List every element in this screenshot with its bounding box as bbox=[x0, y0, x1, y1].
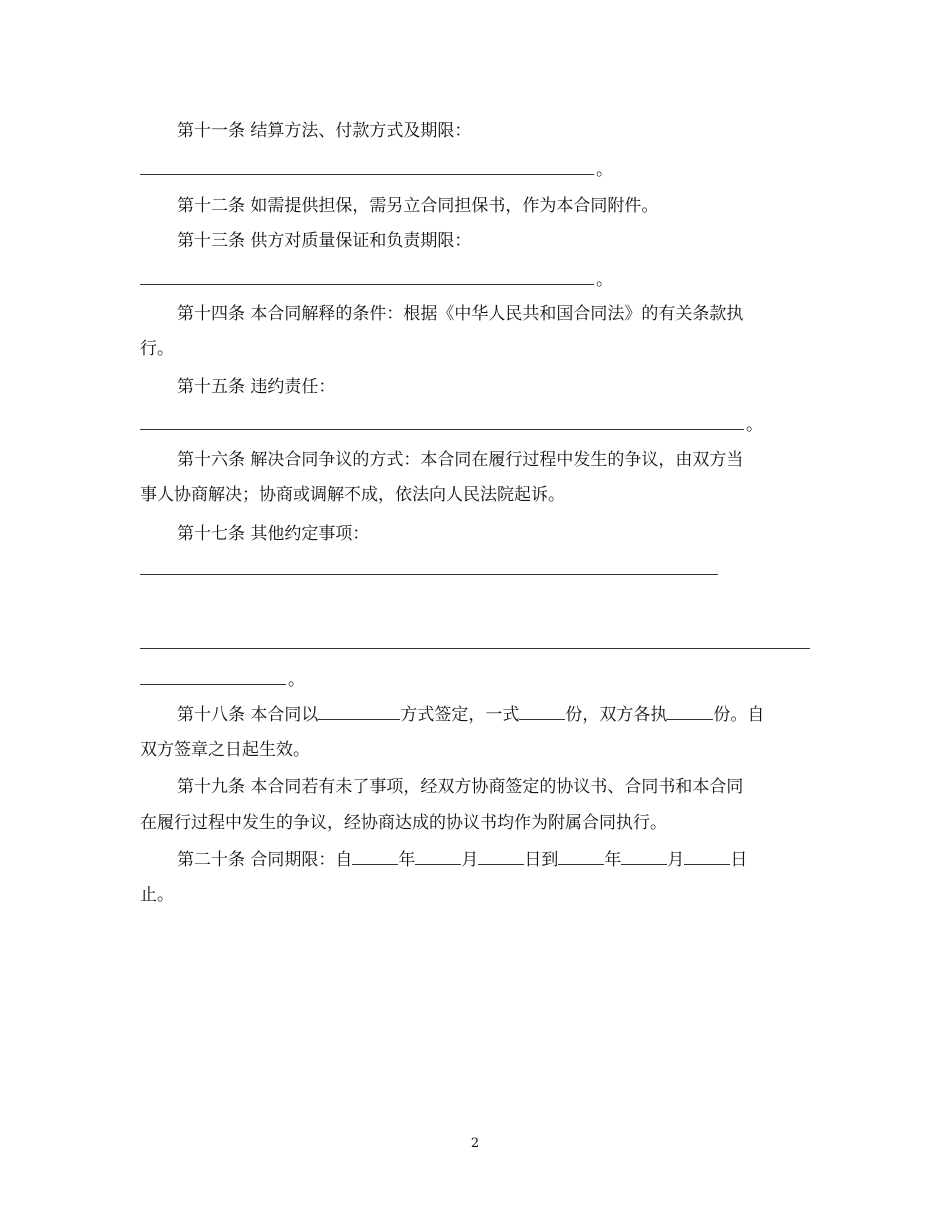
label-day-to: 日到 bbox=[524, 850, 559, 870]
article-12: 第十二条 如需提供担保，需另立合同担保书，作为本合同附件。 bbox=[177, 196, 659, 216]
article-18-line1 bbox=[140, 697, 815, 734]
article-19-line2: 在履行过程中发生的争议，经协商达成的协议书均作为附属合同执行。 bbox=[140, 813, 667, 833]
blank-each-copies bbox=[667, 703, 713, 720]
article-17: 第十七条 其他约定事项： bbox=[177, 524, 370, 544]
period-13: 。 bbox=[596, 270, 613, 290]
article-18-line2: 双方签章之日起生效。 bbox=[140, 740, 310, 760]
blank-start-year bbox=[352, 848, 398, 865]
period-15: 。 bbox=[746, 415, 763, 435]
article-20-text1: 第二十条 合同期限：自 bbox=[177, 850, 353, 870]
period-11: 。 bbox=[596, 160, 613, 180]
blank-line-15 bbox=[140, 429, 744, 430]
blank-line-17a bbox=[140, 574, 718, 575]
blank-method bbox=[318, 703, 400, 720]
article-16-line1: 第十六条 解决合同争议的方式：本合同在履行过程中发生的争议，由双方当 bbox=[177, 450, 744, 470]
blank-line-17b bbox=[140, 648, 810, 649]
blank-copies bbox=[519, 703, 565, 720]
blank-start-month bbox=[415, 848, 461, 865]
label-year-end: 年 bbox=[604, 850, 622, 870]
page-number: 2 bbox=[470, 1136, 480, 1151]
article-18-text1: 第十八条 本合同以 bbox=[177, 705, 319, 725]
article-14-line2: 行。 bbox=[140, 339, 174, 359]
article-20-line2: 止。 bbox=[140, 885, 174, 905]
article-18-text4: 份。自 bbox=[713, 705, 765, 725]
period-17: 。 bbox=[288, 670, 305, 690]
label-day-end: 日 bbox=[730, 850, 748, 870]
article-18-text3: 份，双方各执 bbox=[565, 705, 668, 725]
blank-end-day bbox=[684, 848, 730, 865]
blank-end-year bbox=[558, 848, 604, 865]
article-16-line2: 事人协商解决；协商或调解不成，依法向人民法院起诉。 bbox=[140, 485, 565, 505]
blank-start-day bbox=[478, 848, 524, 865]
article-20-line1 bbox=[140, 842, 815, 879]
label-year-start: 年 bbox=[398, 850, 416, 870]
blank-end-month bbox=[621, 848, 667, 865]
blank-line-13 bbox=[140, 284, 594, 285]
article-19-line1: 第十九条 本合同若有未了事项，经双方协商签定的协议书、合同书和本合同 bbox=[177, 777, 744, 797]
article-13: 第十三条 供方对质量保证和负责期限： bbox=[177, 231, 472, 251]
article-11: 第十一条 结算方法、付款方式及期限： bbox=[177, 121, 472, 141]
article-15: 第十五条 违约责任： bbox=[177, 377, 336, 397]
label-month-start: 月 bbox=[461, 850, 479, 870]
article-18-text2: 方式签定，一式 bbox=[400, 705, 520, 725]
blank-line-11 bbox=[140, 174, 594, 175]
article-14-line1: 第十四条 本合同解释的条件：根据《中华人民共和国合同法》的有关条款执 bbox=[177, 304, 744, 324]
blank-line-17c bbox=[140, 684, 286, 685]
label-month-end: 月 bbox=[667, 850, 685, 870]
